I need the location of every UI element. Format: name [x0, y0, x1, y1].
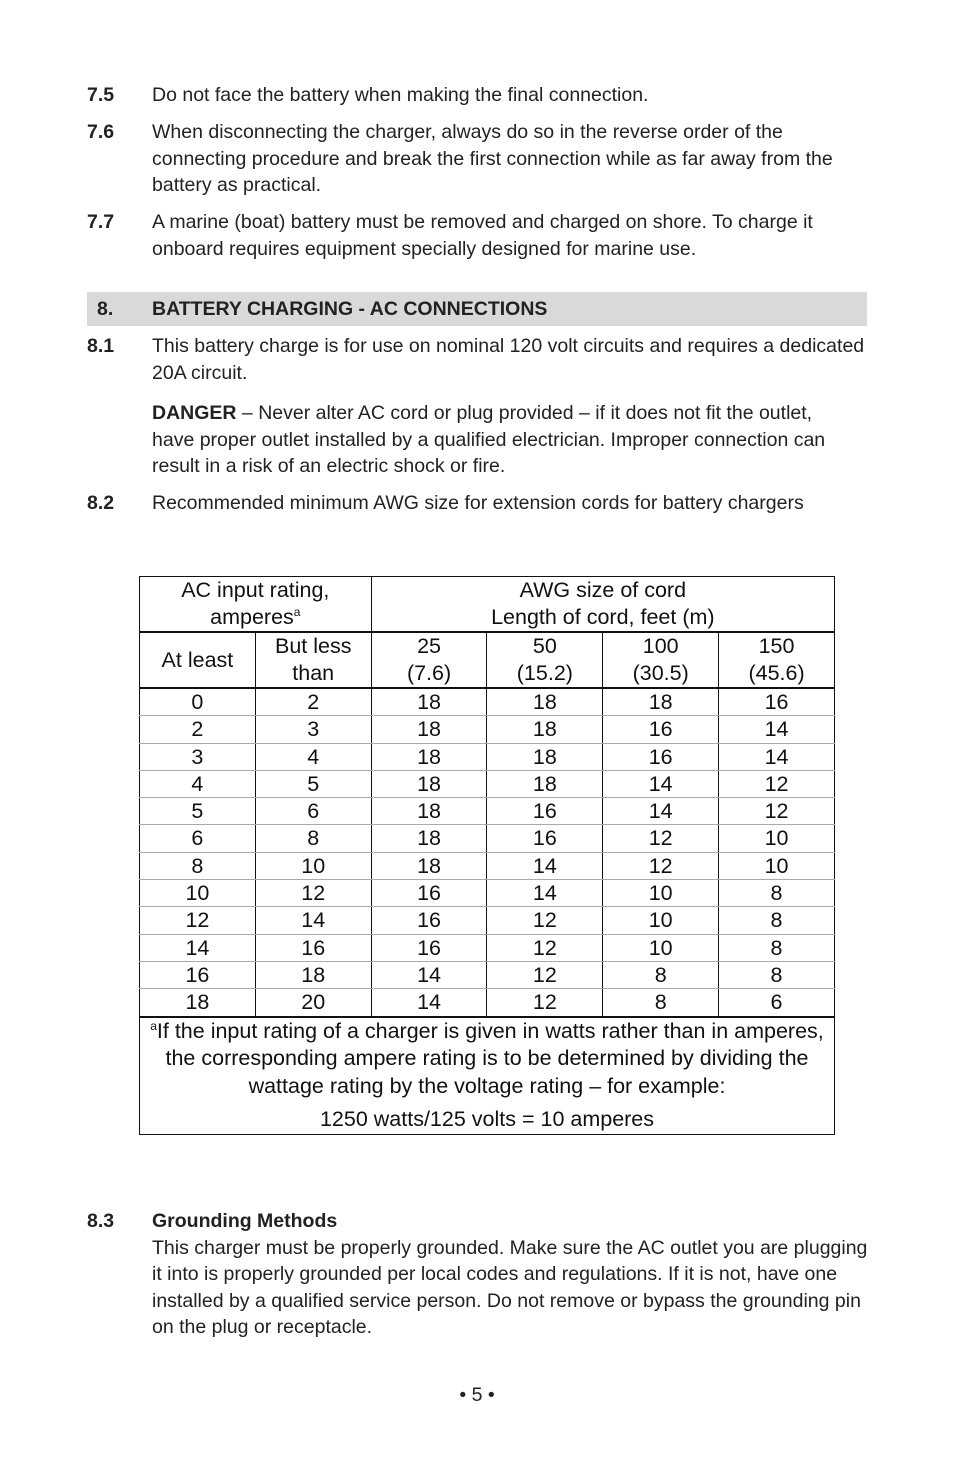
item-7-5	[87, 82, 877, 109]
section-title: BATTERY CHARGING - AC CONNECTIONS	[152, 298, 548, 320]
table-cell: 16	[603, 716, 719, 743]
item-8-3	[87, 1208, 877, 1341]
footnote-example: 1250 watts/125 volts = 10 amperes	[319, 1107, 655, 1132]
table-cell: 18	[487, 743, 603, 770]
table-cell: 10	[603, 880, 719, 907]
table-cell: 0	[140, 688, 256, 716]
table-subheader-row	[140, 632, 835, 688]
table-cell: 20	[255, 989, 371, 1017]
table-cell: 12	[255, 880, 371, 907]
table-footnote	[140, 1017, 835, 1135]
awg-extension-cord-table	[139, 576, 835, 1135]
header-but-less-than	[255, 632, 371, 688]
table-cell: 18	[371, 743, 487, 770]
table-row	[140, 716, 835, 743]
table-row	[140, 989, 835, 1017]
table-cell: 12	[719, 770, 835, 797]
table-cell: 18	[603, 688, 719, 716]
table-cell: 8	[140, 852, 256, 879]
length-meters: (7.6)	[406, 661, 452, 685]
header-length-100	[603, 632, 719, 688]
table-cell: 12	[719, 798, 835, 825]
table-cell: 2	[255, 688, 371, 716]
table-row	[140, 961, 835, 988]
table-cell: 12	[487, 989, 603, 1017]
item-7-7	[87, 209, 877, 262]
header-length-50	[487, 632, 603, 688]
item-8-1	[87, 333, 877, 386]
table-cell: 18	[371, 716, 487, 743]
item-number: 8.2	[87, 492, 115, 514]
table-cell: 10	[603, 907, 719, 934]
item-number: 8.3	[87, 1210, 115, 1232]
header-awg-line1: AWG size of cord	[519, 578, 687, 602]
item-text: This battery charge is for use on nominal 120 volt circuits and requires a dedicated 20A circuit.	[152, 335, 865, 384]
table-cell: 16	[487, 825, 603, 852]
table-cell: 18	[371, 688, 487, 716]
table-row	[140, 852, 835, 879]
item-text: When disconnecting the charger, always do so in the reverse order of the connecting procedure and break the first connection while as far away from the battery as practical.	[152, 121, 833, 196]
table-cell: 12	[603, 852, 719, 879]
table-cell: 18	[255, 961, 371, 988]
table-cell: 16	[603, 743, 719, 770]
header-butless-line1: But less	[274, 634, 352, 658]
table-cell: 8	[603, 989, 719, 1017]
length-meters: (15.2)	[516, 661, 573, 685]
footnote-marker: a	[150, 1018, 157, 1033]
header-length-25	[371, 632, 487, 688]
table-cell: 14	[371, 961, 487, 988]
table-cell: 12	[487, 961, 603, 988]
table-header-row	[140, 577, 835, 633]
table-cell: 8	[255, 825, 371, 852]
item-number: 7.7	[87, 211, 115, 233]
table-row	[140, 907, 835, 934]
item-number: 8.1	[87, 335, 115, 357]
table-cell: 10	[603, 934, 719, 961]
header-awg-size	[371, 577, 834, 633]
length-meters: (30.5)	[632, 661, 689, 685]
table-cell: 8	[719, 934, 835, 961]
table-cell: 4	[140, 770, 256, 797]
table-cell: 14	[603, 770, 719, 797]
section-number: 8.	[97, 298, 114, 320]
item-number: 7.6	[87, 121, 115, 143]
item-text: A marine (boat) battery must be removed and charged on shore. To charge it onboard requires equipment specially designed for marine use.	[152, 211, 813, 260]
table-cell: 8	[719, 961, 835, 988]
header-input-rating	[140, 577, 372, 633]
length-feet: 50	[532, 634, 557, 658]
table-cell: 14	[603, 798, 719, 825]
table-cell: 6	[719, 989, 835, 1017]
item-8-2	[87, 490, 877, 517]
footnote-marker: a	[293, 604, 301, 619]
page-number: • 5 •	[459, 1384, 495, 1406]
table-cell: 12	[487, 934, 603, 961]
table-row	[140, 825, 835, 852]
table-cell: 5	[140, 798, 256, 825]
footnote-text	[140, 1018, 834, 1101]
table-cell: 10	[719, 852, 835, 879]
table-cell: 8	[603, 961, 719, 988]
table-cell: 12	[603, 825, 719, 852]
table-cell: 16	[487, 798, 603, 825]
item-text: Do not face the battery when making the final connection.	[152, 84, 649, 106]
table-cell: 14	[487, 880, 603, 907]
table-cell: 14	[371, 989, 487, 1017]
danger-text: – Never alter AC cord or plug provided – if it does not fit the outlet, have proper outlet installed by a qualified electrician. Improper connection can result in a risk of an electric shock or fire.	[152, 402, 826, 477]
table-cell: 6	[255, 798, 371, 825]
length-feet: 100	[642, 634, 679, 658]
table-cell: 14	[255, 907, 371, 934]
item-text: Recommended minimum AWG size for extension cords for battery chargers	[152, 492, 804, 514]
footnote-body: If the input rating of a charger is given in watts rather than in amperes, the corresponding ampere rating is to be determined by dividing the wattage rating by the voltage rating – for example:	[156, 1018, 824, 1098]
table-cell: 12	[140, 907, 256, 934]
header-butless-line2: than	[292, 661, 335, 685]
section-heading-8	[87, 292, 867, 326]
length-feet: 150	[758, 634, 795, 658]
danger-warning	[152, 400, 852, 480]
table-cell: 3	[140, 743, 256, 770]
table-cell: 14	[719, 716, 835, 743]
table-cell: 12	[487, 907, 603, 934]
table-cell: 10	[140, 880, 256, 907]
table-body	[140, 688, 835, 1017]
table-row	[140, 688, 835, 716]
table-row	[140, 934, 835, 961]
table-cell: 16	[371, 934, 487, 961]
table-cell: 8	[719, 907, 835, 934]
table-row	[140, 770, 835, 797]
item-title: Grounding Methods	[152, 1210, 338, 1232]
item-content	[152, 1208, 877, 1341]
table-cell: 14	[140, 934, 256, 961]
header-awg-line2: Length of cord, feet (m)	[491, 605, 715, 629]
table-cell: 18	[487, 770, 603, 797]
table-cell: 18	[371, 825, 487, 852]
table-cell: 16	[371, 880, 487, 907]
danger-label: DANGER	[152, 402, 237, 424]
table-row	[140, 880, 835, 907]
table-cell: 6	[140, 825, 256, 852]
table-cell: 18	[371, 852, 487, 879]
table-cell: 18	[487, 688, 603, 716]
item-number: 7.5	[87, 84, 115, 106]
table-cell: 16	[140, 961, 256, 988]
table-cell: 2	[140, 716, 256, 743]
table-cell: 18	[371, 798, 487, 825]
table-cell: 10	[255, 852, 371, 879]
table-cell: 14	[719, 743, 835, 770]
table-row	[140, 798, 835, 825]
table-cell: 8	[719, 880, 835, 907]
table-cell: 18	[487, 716, 603, 743]
table-row	[140, 743, 835, 770]
table-cell: 3	[255, 716, 371, 743]
header-at-least: At least	[140, 632, 256, 688]
length-feet: 25	[417, 634, 441, 658]
table-cell: 14	[487, 852, 603, 879]
table-cell: 16	[371, 907, 487, 934]
table-cell: 5	[255, 770, 371, 797]
table-footnote-row	[140, 1017, 835, 1135]
table-cell: 16	[255, 934, 371, 961]
table-cell: 10	[719, 825, 835, 852]
header-input-amperes: amperes	[210, 605, 294, 629]
length-meters: (45.6)	[748, 661, 805, 685]
table-cell: 18	[140, 989, 256, 1017]
header-length-150	[719, 632, 835, 688]
header-input-line2	[140, 604, 371, 631]
item-7-6	[87, 119, 877, 199]
table-cell: 16	[719, 688, 835, 716]
header-input-line1: AC input rating,	[181, 578, 330, 602]
table-cell: 4	[255, 743, 371, 770]
item-text: This charger must be properly grounded. Make sure the AC outlet you are plugging it into is properly grounded per local codes and regulations. If it is not, have one installed by a qualified service person. Do not remove or bypass the grounding pin on the plug or receptacle.	[152, 1236, 868, 1338]
table-cell: 18	[371, 770, 487, 797]
